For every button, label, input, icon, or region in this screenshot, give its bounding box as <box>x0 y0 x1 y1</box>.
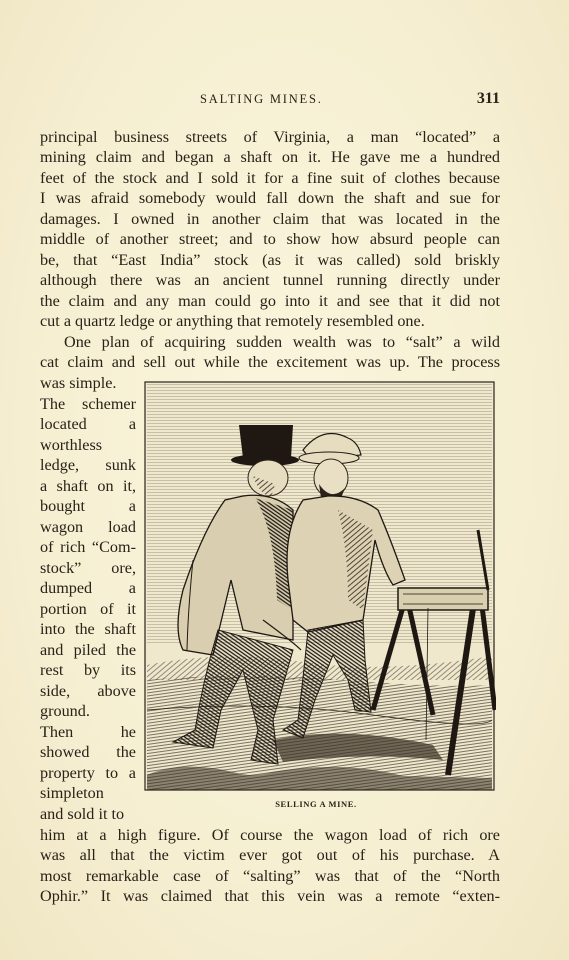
text-line: most remarkable case of “salting” was that of the “North <box>40 867 500 885</box>
text-line: stock” ore, <box>40 559 136 577</box>
text-line: be, that “East India” stock (as it was called) sold briskly <box>40 251 500 269</box>
running-title: SALTING MINES. <box>200 92 323 106</box>
text-line: into the shaft <box>40 620 136 638</box>
text-line: I was afraid somebody would fall down the shaft and sue for <box>40 189 500 207</box>
text-line: cat claim and sell out while the excitement was up. The process <box>40 353 500 371</box>
figure-caption: SELLING A MINE. <box>275 799 357 809</box>
text-line: worthless <box>40 436 103 454</box>
text-line: Then he <box>40 723 136 741</box>
text-line: was simple. <box>40 374 117 392</box>
text-line: simpleton <box>40 784 104 802</box>
text-line: and sold it to <box>40 805 125 823</box>
text-line: dumped a <box>40 579 136 597</box>
text-line: damages. I owned in another claim that was located in the <box>40 210 500 228</box>
text-line: ground. <box>40 702 90 720</box>
running-head <box>40 90 500 110</box>
text-line: showed the <box>40 743 136 761</box>
text-line: Ophir.” It was claimed that this vein was a remote “exten- <box>40 887 500 905</box>
text-line: property to a <box>40 764 136 782</box>
text-line: him at a high figure. Of course the wagon load of rich ore <box>40 826 500 844</box>
text-line: a shaft on it, <box>40 477 136 495</box>
text-line: middle of another street; and to show how absurd people can <box>40 230 500 248</box>
text-line: located a <box>40 415 136 433</box>
text-line: cut a quartz ledge or anything that remotely resembled one. <box>40 312 425 330</box>
text-line: although there was an ancient tunnel running directly under <box>40 271 500 289</box>
text-line: The schemer <box>40 395 136 413</box>
text-line: portion of it <box>40 600 136 618</box>
engraving-selling-a-mine <box>143 380 496 792</box>
text-line: rest by its <box>40 661 136 679</box>
text-line: of rich “Com- <box>40 538 136 556</box>
page-number: 311 <box>476 90 500 107</box>
text-line: ledge, sunk <box>40 456 136 474</box>
text-line: the claim and any man could go into it and see that it did not <box>40 292 500 310</box>
text-line: mining claim and began a shaft on it. He gave me a hundred <box>40 148 500 166</box>
text-line: principal business streets of Virginia, a man “located” a <box>40 128 500 146</box>
text-line: bought a <box>40 497 136 515</box>
text-line: One plan of acquiring sudden wealth was to “salt” a wild <box>64 333 500 351</box>
text-line: side, above <box>40 682 136 700</box>
text-line: wagon load <box>40 518 136 536</box>
text-line: and piled the <box>40 641 136 659</box>
text-line: feet of the stock and I sold it for a fine suit of clothes because <box>40 169 500 187</box>
text-line: was all that the victim ever got out of his purchase. A <box>40 846 500 864</box>
